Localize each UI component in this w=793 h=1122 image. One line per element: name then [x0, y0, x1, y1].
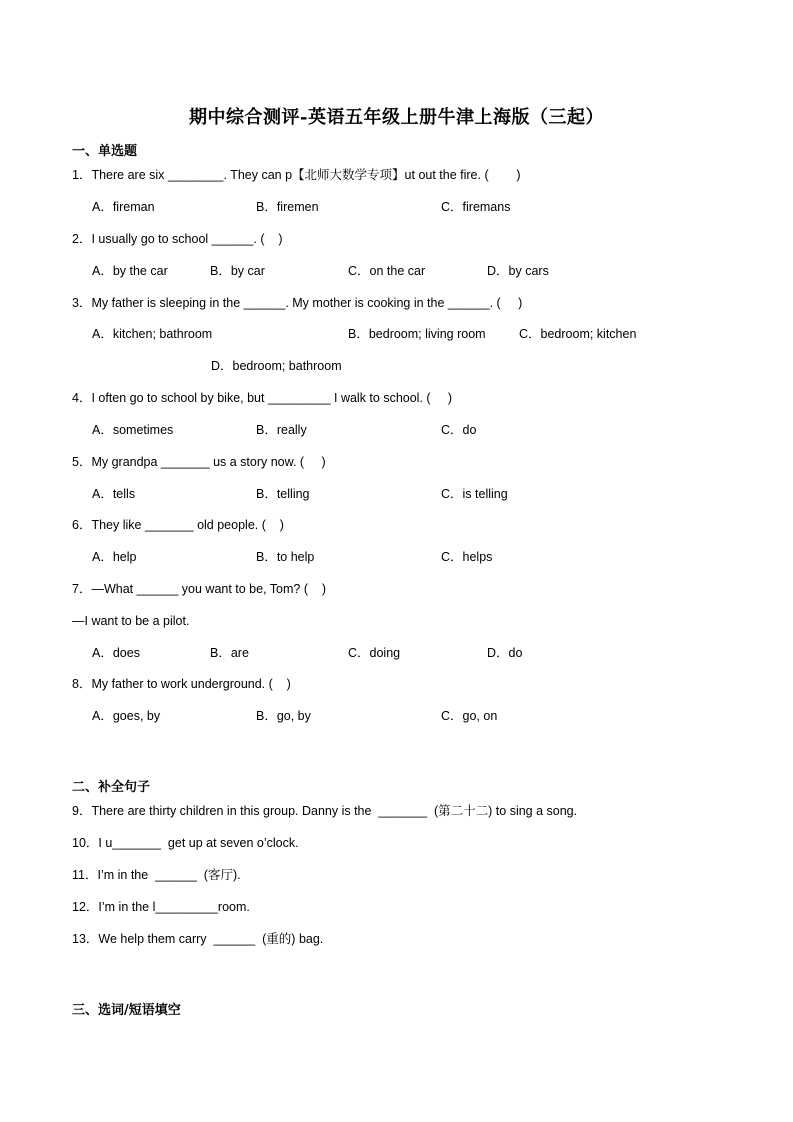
- q4-option-a: A．sometimes: [92, 423, 174, 437]
- q6-option-b: B．to help: [256, 550, 315, 564]
- q3-option-a: A．kitchen; bathroom: [92, 327, 213, 341]
- q7-option-b: B．are: [210, 646, 249, 660]
- q4-option-c: C．do: [441, 423, 477, 437]
- q8-option-b: B．go, by: [256, 709, 311, 723]
- q1-option-c: C．firemans: [441, 200, 511, 214]
- q2-option-d: D．by cars: [487, 264, 549, 278]
- section-heading-complete-sentences: 二、补全句子: [72, 780, 151, 795]
- question-10: 10．I u_______ get up at seven o’clock.: [72, 836, 299, 850]
- question-11: 11．I’m in the ______ (客厅).: [72, 868, 241, 882]
- q3-option-c: C．bedroom; kitchen: [519, 327, 637, 341]
- q7-option-a: A．does: [92, 646, 140, 660]
- q7-option-d: D．do: [487, 646, 523, 660]
- question-12: 12．I’m in the l_________room.: [72, 900, 250, 914]
- question-2: 2．I usually go to school ______. ( ): [72, 232, 283, 246]
- q8-option-a: A．goes, by: [92, 709, 161, 723]
- question-1: 1．There are six ________. They can p【北师大数学专项】ut out the fire. ( ): [72, 168, 521, 182]
- q2-option-c: C．on the car: [348, 264, 426, 278]
- q6-option-a: A．help: [92, 550, 137, 564]
- q1-option-b: B．firemen: [256, 200, 319, 214]
- q5-option-a: A．tells: [92, 487, 136, 501]
- q8-option-c: C．go, on: [441, 709, 498, 723]
- question-8: 8．My father to work underground. ( ): [72, 677, 291, 691]
- question-9: 9．There are thirty children in this group. Danny is the _______ (第二十二) to sing a song.: [72, 804, 578, 818]
- page-title: 期中综合测评-英语五年级上册牛津上海版（三起）: [189, 107, 604, 128]
- question-7-reply: —I want to be a pilot.: [72, 614, 190, 628]
- q1-option-a: A．fireman: [92, 200, 155, 214]
- question-3: 3．My father is sleeping in the ______. My mother is cooking in the ______. ( ): [72, 296, 523, 310]
- question-6: 6．They like _______ old people. ( ): [72, 518, 284, 532]
- question-5: 5．My grandpa _______ us a story now. ( ): [72, 455, 326, 469]
- q6-option-c: C．helps: [441, 550, 493, 564]
- question-13: 13．We help them carry ______ (重的) bag.: [72, 932, 324, 946]
- question-4: 4．I often go to school by bike, but _________ I walk to school. ( ): [72, 391, 453, 405]
- q5-option-b: B．telling: [256, 487, 310, 501]
- q2-option-a: A．by the car: [92, 264, 168, 278]
- q5-option-c: C．is telling: [441, 487, 508, 501]
- q2-option-b: B．by car: [210, 264, 265, 278]
- question-7: 7．—What ______ you want to be, Tom? ( ): [72, 582, 327, 596]
- q7-option-c: C．doing: [348, 646, 401, 660]
- section-heading-single-choice: 一、单选题: [72, 144, 138, 159]
- q3-option-d: D．bedroom; bathroom: [211, 359, 342, 373]
- q3-option-b: B．bedroom; living room: [348, 327, 486, 341]
- q4-option-b: B．really: [256, 423, 307, 437]
- section-heading-word-fill: 三、选词/短语填空: [72, 1003, 181, 1018]
